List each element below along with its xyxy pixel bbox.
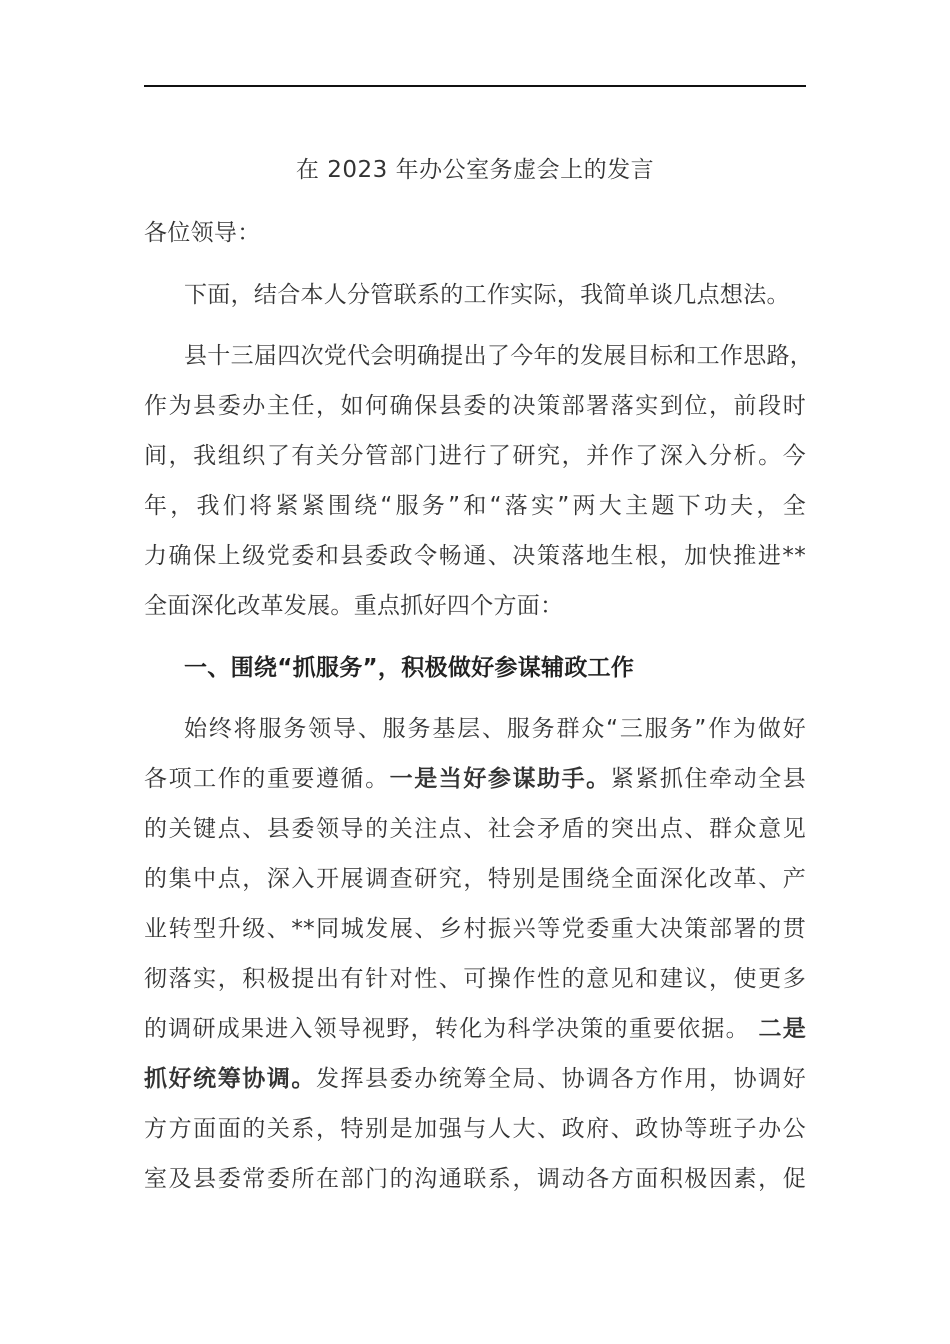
paragraph-2-bold-lead: 抓好统筹协调。 xyxy=(144,1066,316,1092)
paragraph-1-line: 全面深化改革发展。重点抓好四个方面： xyxy=(144,593,564,619)
paragraph-2-line: 始终将服务领导、服务基层、服务群众“三服务”作为做好 xyxy=(184,716,806,742)
paragraph-2-text: 各项工作的重要遵循。 xyxy=(144,766,390,792)
paragraph-1-line: 县十三届四次党代会明确提出了今年的发展目标和工作思路， xyxy=(184,343,814,369)
paragraph-2-text: 紧紧抓住牵动全县 xyxy=(610,766,807,792)
document-title: 在 2023 年办公室务虚会上的发言 xyxy=(295,157,655,183)
paragraph-2-line: 的集中点，深入开展调查研究，特别是围绕全面深化改革、产 xyxy=(144,866,806,892)
paragraph-1-line: 年，我们将紧紧围绕“服务”和“落实”两大主题下功夫，全 xyxy=(144,493,806,519)
paragraph-2-line xyxy=(144,761,806,797)
paragraph-2-text: 的调研成果进入领导视野，转化为科学决策的重要依据。 xyxy=(144,1016,750,1042)
paragraph-2-line: 方方面面的关系，特别是加强与人大、政府、政协等班子办公 xyxy=(144,1116,806,1142)
paragraph-2-line xyxy=(144,1061,806,1097)
header-rule xyxy=(144,85,806,87)
section-1-heading: 一、围绕“抓服务”，积极做好参谋辅政工作 xyxy=(184,655,635,681)
salutation: 各位领导： xyxy=(144,220,261,246)
paragraph-2-line: 的关键点、县委领导的关注点、社会矛盾的突出点、群众意见 xyxy=(144,816,806,842)
paragraph-2-line xyxy=(144,1011,806,1047)
paragraph-1-line: 力确保上级党委和县委政令畅通、决策落地生根，加快推进** xyxy=(144,543,806,569)
paragraph-2-line: 业转型升级、**同城发展、乡村振兴等党委重大决策部署的贯 xyxy=(144,916,806,942)
intro-paragraph: 下面，结合本人分管联系的工作实际，我简单谈几点想法。 xyxy=(184,282,790,308)
paragraph-2-bold-lead: 一是当好参谋助手。 xyxy=(389,766,611,792)
paragraph-2-line: 室及县委常委所在部门的沟通联系，调动各方面积极因素，促 xyxy=(144,1166,806,1192)
paragraph-1-line: 作为县委办主任，如何确保县委的决策部署落实到位，前段时 xyxy=(144,393,806,419)
paragraph-2-bold-lead: 二是 xyxy=(758,1016,806,1042)
paragraph-2-text: 发挥县委办统筹全局、协调各方作用，协调好 xyxy=(315,1066,807,1092)
paragraph-1-line: 间，我组织了有关分管部门进行了研究，并作了深入分析。今 xyxy=(144,443,806,469)
paragraph-2-line: 彻落实，积极提出有针对性、可操作性的意见和建议，使更多 xyxy=(144,966,806,992)
